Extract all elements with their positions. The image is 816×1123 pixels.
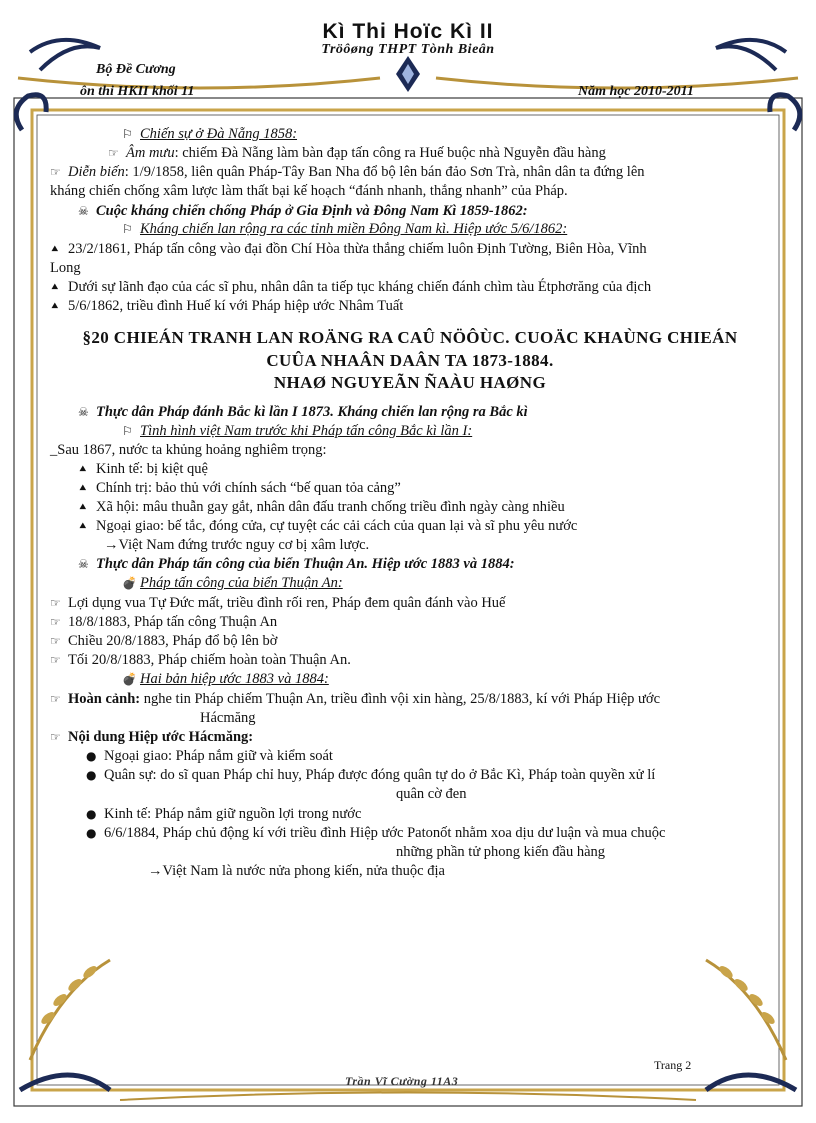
skull-icon: ☠	[78, 204, 89, 218]
intro-line: _Sau 1867, nước ta khủng hoảng nghiêm trọng:	[50, 442, 327, 458]
hand-icon: ☞	[50, 653, 61, 667]
skull-icon: ☠	[78, 557, 89, 571]
triangle-bullet-icon: ⯅	[50, 242, 60, 256]
list-item: ● 6/6/1884, Pháp chủ động kí với triều đình Hiệp ước Patonốt nhằm xoa dịu dư luận và mua chuộc	[86, 825, 666, 841]
arrow-icon: →	[104, 537, 119, 553]
list-item: ☞ Chiều 20/8/1883, Pháp đổ bộ lên bờ	[50, 633, 278, 649]
list-item: ● Quân sự: do sĩ quan Pháp chỉ huy, Pháp được đóng quân tự do ở Bắc Kì, Pháp toàn quyền xử lí	[86, 767, 656, 783]
khangchien-heading: ⚐ Kháng chiến lan rộng ra các tỉnh miền Đông Nam kì. Hiệp ước 5/6/1862:	[122, 221, 568, 237]
thuanan-heading: ☠ Thực dân Pháp tấn công của biển Thuận An. Hiệp ước 1883 và 1884:	[78, 556, 515, 572]
giadinh-heading: ☠ Cuộc kháng chiến chống Pháp ở Gia Định và Đông Nam Kì 1859-1862:	[78, 203, 528, 219]
arrow-icon: →	[148, 863, 163, 879]
skull-icon: ☠	[78, 405, 89, 419]
list-item-cont: những phần tử phong kiến đầu hàng	[396, 844, 606, 860]
hand-icon: ☞	[50, 692, 61, 706]
chapter-heading-line2: CUÛA NHAÂN DAÂN TA 1873-1884.	[266, 351, 554, 370]
list-item: ● Ngoại giao: Pháp nắm giữ và kiểm soát	[86, 748, 333, 764]
flag-icon: ⚐	[122, 222, 133, 236]
header-exam: ôn thi HKII khối 11	[80, 84, 195, 99]
drop-bullet-icon: ●	[86, 768, 97, 782]
header-doc-type: Bộ Đề Cương	[96, 62, 176, 77]
list-item: ☞ Lợi dụng vua Tự Đức mất, triều đình rối ren, Pháp đem quân đánh vào Huế	[50, 595, 506, 611]
list-item: ⯅ Dưới sự lãnh đạo của các sĩ phu, nhân dân ta tiếp tục kháng chiến đánh chìm tàu Étphơrăng của địch	[50, 279, 652, 295]
list-item: ☞ 18/8/1883, Pháp tấn công Thuận An	[50, 614, 278, 630]
bomb-icon: 💣	[122, 672, 137, 686]
hand-icon: ☞	[50, 596, 61, 610]
drop-bullet-icon: ●	[86, 807, 97, 821]
hand-icon: ☞	[50, 634, 61, 648]
conclusion-line: →Việt Nam là nước nửa phong kiến, nửa thuộc địa	[148, 863, 445, 879]
list-item: ⯅ Kinh tế: bị kiệt quệ	[78, 461, 208, 477]
triangle-bullet-icon: ⯅	[78, 500, 88, 514]
hoancanh-line-2: Hácmăng	[200, 710, 256, 726]
triangle-bullet-icon: ⯅	[78, 519, 88, 533]
dienbien-line: ☞ Diễn biến: 1/9/1858, liên quân Pháp-Tây Ban Nha đổ bộ lên bán đảo Sơn Trà, nhân dân ta đứng lên	[50, 164, 645, 180]
flag-icon: ⚐	[122, 127, 133, 141]
author-signature: Trần Vĩ Cường 11A3	[345, 1074, 459, 1088]
hand-icon: ☞	[50, 730, 61, 744]
danang-heading: ⚐ Chiến sự ở Đà Nẵng 1858:	[122, 126, 298, 142]
hoancanh-line: ☞ Hoàn cảnh: nghe tin Pháp chiếm Thuận An, triều đình vội xin hàng, 25/8/1883, kí với Pháp Hiệp ước	[50, 691, 661, 707]
chapter-heading-line3: NHAØ NGUYEÃN ÑAÀU HAØNG	[273, 373, 547, 392]
conclusion-line: →Việt Nam đứng trước nguy cơ bị xâm lược.	[104, 537, 370, 553]
list-item: ⯅ 5/6/1862, triều đình Huế kí với Pháp hiệp ước Nhâm Tuất	[50, 298, 404, 314]
drop-bullet-icon: ●	[86, 749, 97, 763]
bomb-icon: 💣	[122, 576, 137, 590]
noidung-heading: ☞ Nội dung Hiệp ước Hácmăng:	[50, 729, 254, 745]
list-item-cont: Long	[50, 260, 81, 276]
dienbien-line-2: kháng chiến chống xâm lược làm thất bại kế hoạch “đánh nhanh, thắng nhanh” của Pháp.	[50, 183, 568, 199]
list-item: ⯅ Xã hội: mâu thuẫn gay gắt, nhân dân đấu tranh chống triều đình ngày càng nhiều	[78, 499, 565, 515]
triangle-bullet-icon: ⯅	[78, 481, 88, 495]
page-number: Trang 2	[654, 1058, 692, 1072]
list-item: ⯅ Chính trị: bảo thủ với chính sách “bế quan tỏa cảng”	[78, 480, 401, 496]
thuanan-sub-heading: 💣 Pháp tấn công của biển Thuận An:	[122, 575, 343, 591]
triangle-bullet-icon: ⯅	[78, 462, 88, 476]
hand-icon: ☞	[50, 615, 61, 629]
triangle-bullet-icon: ⯅	[50, 299, 60, 313]
header-school: Tröôøng THPT Tònh Bieân	[321, 42, 495, 57]
chapter-heading-line1: §20 CHIEÁN TRANH LAN ROÄNG RA CAÛ NÖÔÙC. CUOÄC KHAÙNG CHIEÁN	[82, 328, 738, 347]
list-item-cont: quân cờ đen	[396, 786, 467, 802]
hand-icon: ☞	[50, 165, 61, 179]
hand-icon: ☞	[108, 146, 119, 160]
amuu-line: ☞ Âm mưu: chiếm Đà Nẵng làm bàn đạp tấn công ra Huế buộc nhà Nguyễn đầu hàng	[108, 145, 606, 161]
list-item: ⯅ 23/2/1861, Pháp tấn công vào đại đồn Chí Hòa thừa thắng chiếm luôn Định Tường, Biên Hòa, Vĩnh	[50, 241, 647, 257]
tinhhinh-heading: ⚐ Tình hình việt Nam trước khi Pháp tấn công Bắc kì lần I:	[122, 423, 473, 439]
hiepuoc-sub-heading: 💣 Hai bản hiệp ước 1883 và 1884:	[122, 671, 329, 687]
triangle-bullet-icon: ⯅	[50, 280, 60, 294]
header-title: Kì Thi Hoïc Kì II	[322, 20, 494, 43]
list-item: ☞ Tối 20/8/1883, Pháp chiếm hoàn toàn Thuận An.	[50, 652, 351, 668]
flag-icon: ⚐	[122, 424, 133, 438]
backi-heading: ☠ Thực dân Pháp đánh Bắc kì lần I 1873. Kháng chiến lan rộng ra Bắc kì	[78, 404, 528, 420]
list-item: ● Kinh tế: Pháp nắm giữ nguồn lợi trong nước	[86, 806, 362, 822]
list-item: ⯅ Ngoại giao: bế tắc, đóng cửa, cự tuyệt các cải cách của quan lại và sĩ phu yêu nước	[78, 518, 578, 534]
drop-bullet-icon: ●	[86, 826, 97, 840]
header-school-year: Năm học 2010-2011	[578, 84, 694, 99]
